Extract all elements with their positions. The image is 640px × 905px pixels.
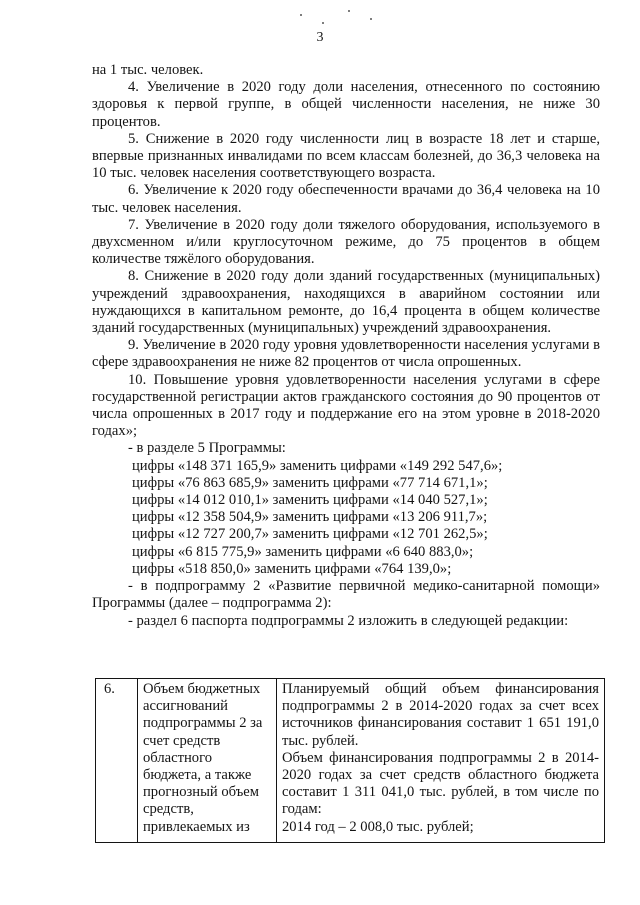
paragraph: 8. Снижение в 2020 году доли зданий государственных (муниципальных) учреждений здравоохранения, находящихся в аварийном состоянии или нуждающихся в капитальном ремонте, до 16,4 процента в общем количестве зданий государственных (муниципальных) учреждений здравоохранения. [92,268,600,337]
list-item: цифры «76 863 685,9» заменить цифрами «77 714 671,1»; [132,474,488,491]
scan-speck [370,18,372,20]
list-item: цифры «12 727 200,7» заменить цифрами «12 701 262,5»; [132,526,488,543]
scan-speck [348,10,350,12]
scan-speck [300,14,302,16]
table-row [96,679,605,843]
paragraph: 7. Увеличение в 2020 году доли тяжелого оборудования, используемого в двухсменном и/или круглосуточном режиме, до 75 процентов в общем количестве тяжёлого оборудования. [92,216,600,268]
row-title-line: привлекаемых из [143,818,250,835]
row-title-line: счет средств [143,732,221,749]
page-number: 3 [316,30,324,45]
paragraph: 5. Снижение в 2020 году численности лиц в возрасте 18 лет и старше, впервые признанных инвалидами по всем классам болезней, до 36,3 человека на 10 тыс. человек населения соответствующего возраста. [92,130,600,182]
list-item: цифры «518 850,0» заменить цифрами «764 139,0»; [132,560,452,577]
row-title [138,679,277,843]
list-intro: - раздел 6 паспорта подпрограммы 2 изложить в следующей редакции: [128,612,569,629]
row-title-line: прогнозный объем [143,784,259,801]
paragraph: на 1 тыс. человек. [92,62,204,78]
paragraph: 10. Повышение уровня удовлетворенности населения услугами в сфере государственной регистрации актов гражданского состояния до 90 процентов от числа опрошенных в 2017 году и поддержание его на этом уровне в 2018-2020 годах»; [92,371,600,440]
row-title-line: подпрограммы 2 за [143,715,263,732]
row-content-paragraph: Объем финансирования подпрограммы 2 в 2014-2020 годах за счет средств областного бюджета составит 1 311 041,0 тыс. рублей, в том числе по годам: [282,749,599,818]
document-body [92,62,600,630]
paragraph: - в подпрограмму 2 «Развитие первичной медико-санитарной помощи» Программы (далее – подпрограмма 2): [92,578,600,612]
row-title-line: областного [143,749,212,766]
row-title-line: бюджета, а также [143,767,252,784]
row-content-paragraph: Планируемый общий объем финансирования подпрограммы 2 в 2014-2020 годах за счет всех источников финансирования составит 1 651 191,0 тыс. рублей. [282,681,599,749]
list-item: цифры «148 371 165,9» заменить цифрами «149 292 547,6»; [132,457,503,474]
list-intro: - в разделе 5 Программы: [128,440,286,457]
row-title-line: Объем бюджетных [143,681,261,697]
row-title-line: ассигнований [143,698,228,715]
scan-speck [322,22,324,24]
row-content [277,679,605,843]
paragraph: 4. Увеличение в 2020 году доли населения, отнесенного по состоянию здоровья к первой группе, в общей численности населения, не ниже 30 процентов. [92,79,600,130]
passport-table [95,678,605,843]
list-item: цифры «14 012 010,1» заменить цифрами «14 040 527,1»; [132,492,488,509]
row-content-paragraph: 2014 год – 2 008,0 тыс. рублей; [282,818,474,835]
list-item: цифры «12 358 504,9» заменить цифрами «13 206 911,7»; [132,509,488,526]
row-title-line: средств, [143,801,194,818]
paragraph: 9. Увеличение в 2020 году уровня удовлетворенности населения услугами в сфере здравоохранения не ниже 82 процентов от числа опрошенных. [92,337,600,371]
row-number: 6. [96,679,138,843]
paragraph: 6. Увеличение к 2020 году обеспеченности врачами до 36,4 человека на 10 тыс. человек населения. [92,182,600,216]
list-item: цифры «6 815 775,9» заменить цифрами «6 640 883,0»; [132,543,474,560]
